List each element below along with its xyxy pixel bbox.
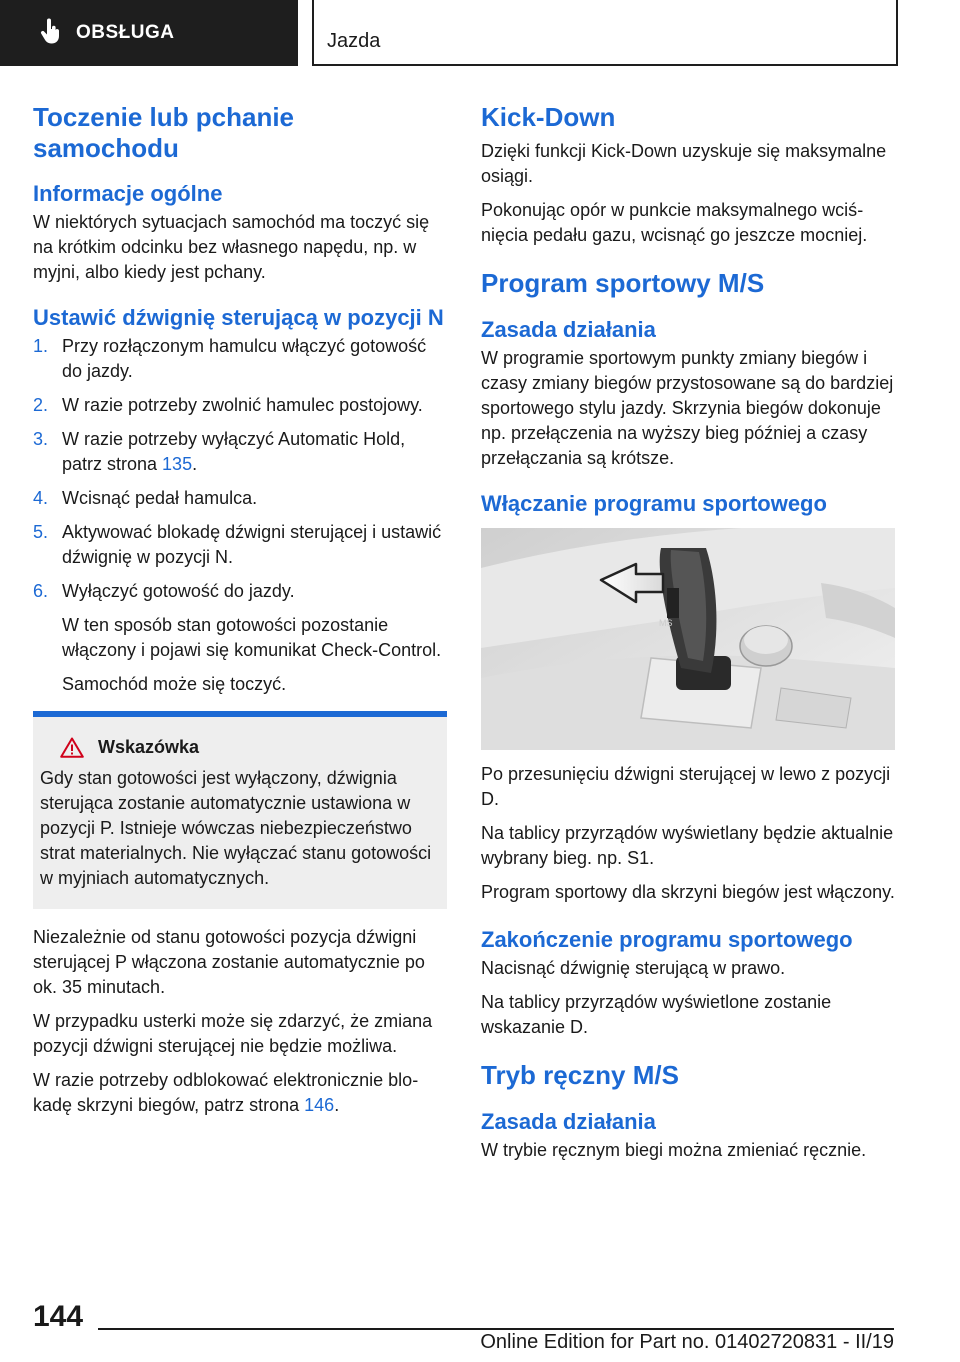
- enable-text-2: Na tablicy przyrządów wyświetlany będzie aktualnie wybrany bieg. np. S1.: [481, 823, 894, 868]
- kickdown-text-2: Pokonując opór w punkcie maksymalnego wciśnięcia pedału gazu, wcisnąć go jeszcze mocniej.: [481, 200, 868, 245]
- heading-principle: Zasada działania: [481, 317, 656, 342]
- left-column: [33, 102, 447, 1127]
- step-6-detail: W ten sposób stan gotowości pozostanie włączony i pojawi się komunikat Check-Control.: [62, 615, 442, 660]
- step-6-result: Samochód może się toczyć.: [62, 674, 287, 694]
- note-text: Gdy stan gotowości jest wyłączony, dźwignia sterująca zostanie automatycznie ustawiona w pozycji P. Istnieje wówczas niebezpieczeństwo strat materialnych. Nie wyłączać stanu gotowości w myjniach automatycznych.: [40, 768, 432, 888]
- heading-end-sport: Zakończenie programu sportowego: [481, 927, 853, 952]
- section-title-kickdown: Kick-Down: [481, 102, 616, 132]
- section-title-sport-program: Program sportowy M/S: [481, 268, 765, 298]
- unlock-text: W razie potrzeby odblokować elektronicznie blokadę skrzyni biegów, patrz strona 146.: [33, 1070, 419, 1115]
- warning-triangle-icon: [60, 737, 84, 758]
- enable-text-1: Po przesunięciu dźwigni sterującej w lewo z pozycji D.: [481, 764, 891, 809]
- steps-list: [33, 334, 447, 697]
- heading-general-info: Informacje ogólne: [33, 181, 223, 206]
- enable-text-3: Program sportowy dla skrzyni biegów jest włączony.: [481, 882, 895, 902]
- note-title: Wskazówka: [98, 737, 200, 757]
- auto-park-text: Niezależnie od stanu gotowości pozycja dźwigni sterującej P włączona zostanie automatycznie po ok. 35 minutach.: [33, 927, 425, 997]
- general-info-text: W niektórych sytuacjach samochód ma toczyć się na krótkim odcinku bez własnego napędu, np. w myjni, albo kiedy jest pchany.: [33, 212, 430, 282]
- section-tab: [0, 0, 298, 66]
- section-label: OBSŁUGA: [76, 22, 175, 43]
- chapter-label: Jazda: [327, 30, 381, 52]
- section-title-manual-mode: Tryb ręczny M/S: [481, 1060, 679, 1090]
- list-item: 1. Przy rozłączonym hamulcu włączyć gotowość do jazdy.: [33, 336, 427, 381]
- hand-icon: [40, 18, 62, 49]
- lever-ms-text: MS: [659, 618, 673, 628]
- kickdown-text-1: Dzięki funkcji Kick-Down uzyskuje się maksymalne osiągi.: [481, 141, 887, 186]
- page-link-146[interactable]: 146: [304, 1095, 335, 1115]
- page-number: 144: [33, 1300, 84, 1333]
- right-column: [481, 102, 895, 1172]
- heading-enable-sport: Włączanie programu sportowego: [481, 491, 827, 516]
- list-item: 3. W razie potrzeby wyłączyć Automatic Hold, patrz strona 135.: [33, 429, 406, 474]
- heading-manual-principle: Zasada działania: [481, 1109, 656, 1134]
- list-item: 6. Wyłączyć gotowość do jazdy. W ten sposób stan gotowości pozostanie włączony i pojawi się komunikat Check-Control. Samochód może się toczyć.: [33, 579, 447, 697]
- end-text-1: Nacisnąć dźwignię sterującą w prawo.: [481, 958, 786, 978]
- edition-text: Online Edition for Part no. 01402720831 - II/19: [480, 1331, 894, 1353]
- heading-set-neutral: Ustawić dźwignię sterującą w pozycji N: [33, 305, 444, 330]
- malfunction-text: W przypadku usterki może się zdarzyć, że zmiana pozycji dźwigni sterującej nie będzie możliwa.: [33, 1011, 433, 1056]
- end-text-2: Na tablicy przyrządów wyświetlone zostanie wskazanie D.: [481, 992, 832, 1037]
- footer-divider: [98, 1328, 894, 1330]
- manual-text: W trybie ręcznym biegi można zmieniać ręcznie.: [481, 1140, 867, 1160]
- list-item: 2. W razie potrzeby zwolnić hamulec postojowy.: [33, 395, 423, 415]
- warning-note: [33, 711, 447, 909]
- section-title-towing: Toczenie lub pchanie samochodu: [33, 102, 295, 163]
- page-link-135[interactable]: 135: [162, 454, 193, 474]
- chapter-tab: [312, 0, 898, 66]
- gear-selector-illustration: [481, 528, 895, 750]
- principle-text: W programie sportowym punkty zmiany biegów i czasy zmiany biegów przystosowane są do bardziej sportowego stylu jazdy. Skrzynia biegów dokonuje np. przełączenia na wyższy bieg później a czasy przełączania są krótsze.: [481, 348, 894, 468]
- list-item: 5. Aktywować blokadę dźwigni sterującej i ustawić dźwignię w pozycji N.: [33, 522, 442, 567]
- list-item: 4. Wcisnąć pedał hamulca.: [33, 488, 258, 508]
